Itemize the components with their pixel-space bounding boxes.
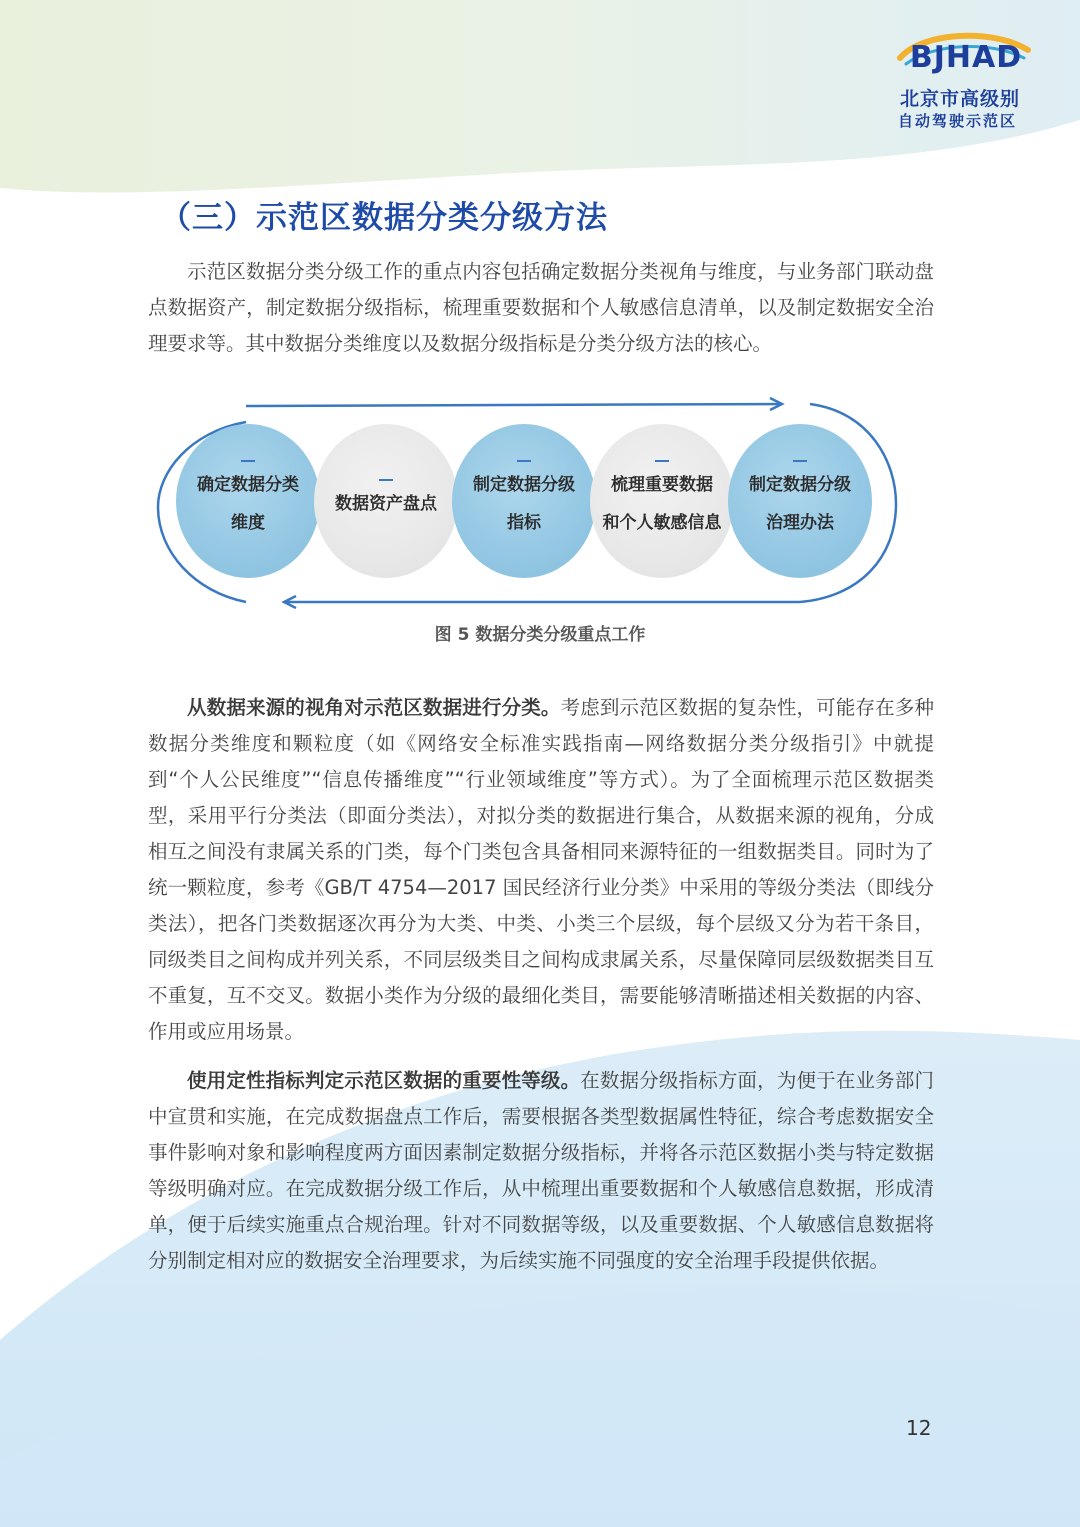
step-5-line1: 制定数据分级	[749, 475, 851, 495]
section-heading: （三）示范区数据分类分级方法	[160, 200, 608, 236]
dash-mark	[793, 460, 807, 462]
classification-body: 考虑到示范区数据的复杂性，可能存在多种数据分类维度和颗粒度（如《网络安全标准实践指南—网络数据分类分级指引》中就提到“个人公民维度”“信息传播维度”“行业领域维度”等方式）。为了全面梳理示范区数据类型，采用平行分类法（即面分类法），对拟分类的数据进行集合，从数据来源的视角，分成相互之间没有隶属关系的门类，每个门类包含具备相同来源特征的一组数据类目。同时为了统一颗粒度，参考《GB/T 4754—2017 国民经济行业分类》中采用的等级分类法（即线分类法），把各门类数据逐次再分为大类、中类、小类三个层级，每个层级又分为若干条目，同级类目之间构成并列关系，不同层级类目之间构成隶属关系，尽量保障同层级数据类目互不重复，互不交叉。数据小类作为分级的最细化类目，需要能够清晰描述相关数据的内容、作用或应用场景。	[148, 696, 934, 1043]
step-2-line1: 数据资产盘点	[335, 494, 437, 514]
step-3-line1: 制定数据分级	[473, 475, 575, 495]
classification-lead: 从数据来源的视角对示范区数据进行分类。	[187, 696, 561, 719]
step-1-circle	[176, 424, 320, 578]
step-4-circle	[590, 424, 734, 578]
step-3-line2: 指标	[507, 513, 541, 533]
step-1-line1: 确定数据分类	[197, 475, 299, 495]
step-5-line2: 治理办法	[766, 513, 834, 533]
dash-mark	[517, 460, 531, 462]
step-5-circle	[728, 424, 872, 578]
grading-body: 在数据分级指标方面，为便于在业务部门中宣贯和实施，在完成数据盘点工作后，需要根据各类型数据属性特征，综合考虑数据安全事件影响对象和影响程度两方面因素制定数据分级指标，并将各示范区数据小类与特定数据等级明确对应。在完成数据分级工作后，从中梳理出重要数据和个人敏感信息数据，形成清单，便于后续实施重点合规治理。针对不同数据等级，以及重要数据、个人敏感信息数据将分别制定相对应的数据安全治理要求，为后续实施不同强度的安全治理手段提供依据。	[148, 1069, 934, 1272]
step-1-line2: 维度	[231, 513, 265, 533]
figure-caption: 图 5 数据分类分级重点工作	[434, 625, 646, 645]
grading-paragraph	[148, 1063, 934, 1279]
page-number: 12	[906, 1416, 932, 1440]
step-4-line2: 和个人敏感信息	[602, 513, 722, 533]
step-2-circle	[314, 424, 458, 578]
intro-paragraph: 示范区数据分类分级工作的重点内容包括确定数据分类视角与维度，与业务部门联动盘点数据资产，制定数据分级指标，梳理重要数据和个人敏感信息清单，以及制定数据安全治理要求等。其中数据分类维度以及数据分级指标是分类分级方法的核心。	[148, 260, 934, 355]
step-3-circle	[452, 424, 596, 578]
logo-mark-text: BJHAD	[909, 40, 1023, 75]
step-4-line1: 梳理重要数据	[611, 475, 713, 495]
logo-title-line2: 自动驾驶示范区	[898, 112, 1018, 130]
dash-mark	[379, 479, 393, 481]
dash-mark	[241, 460, 255, 462]
dash-mark	[655, 460, 669, 462]
workflow-diagram	[150, 392, 910, 622]
classification-paragraph	[148, 690, 934, 1050]
bjhad-logo	[886, 26, 1046, 136]
grading-lead: 使用定性指标判定示范区数据的重要性等级。	[187, 1069, 581, 1092]
logo-title-line1: 北京市高级别	[900, 88, 1021, 110]
